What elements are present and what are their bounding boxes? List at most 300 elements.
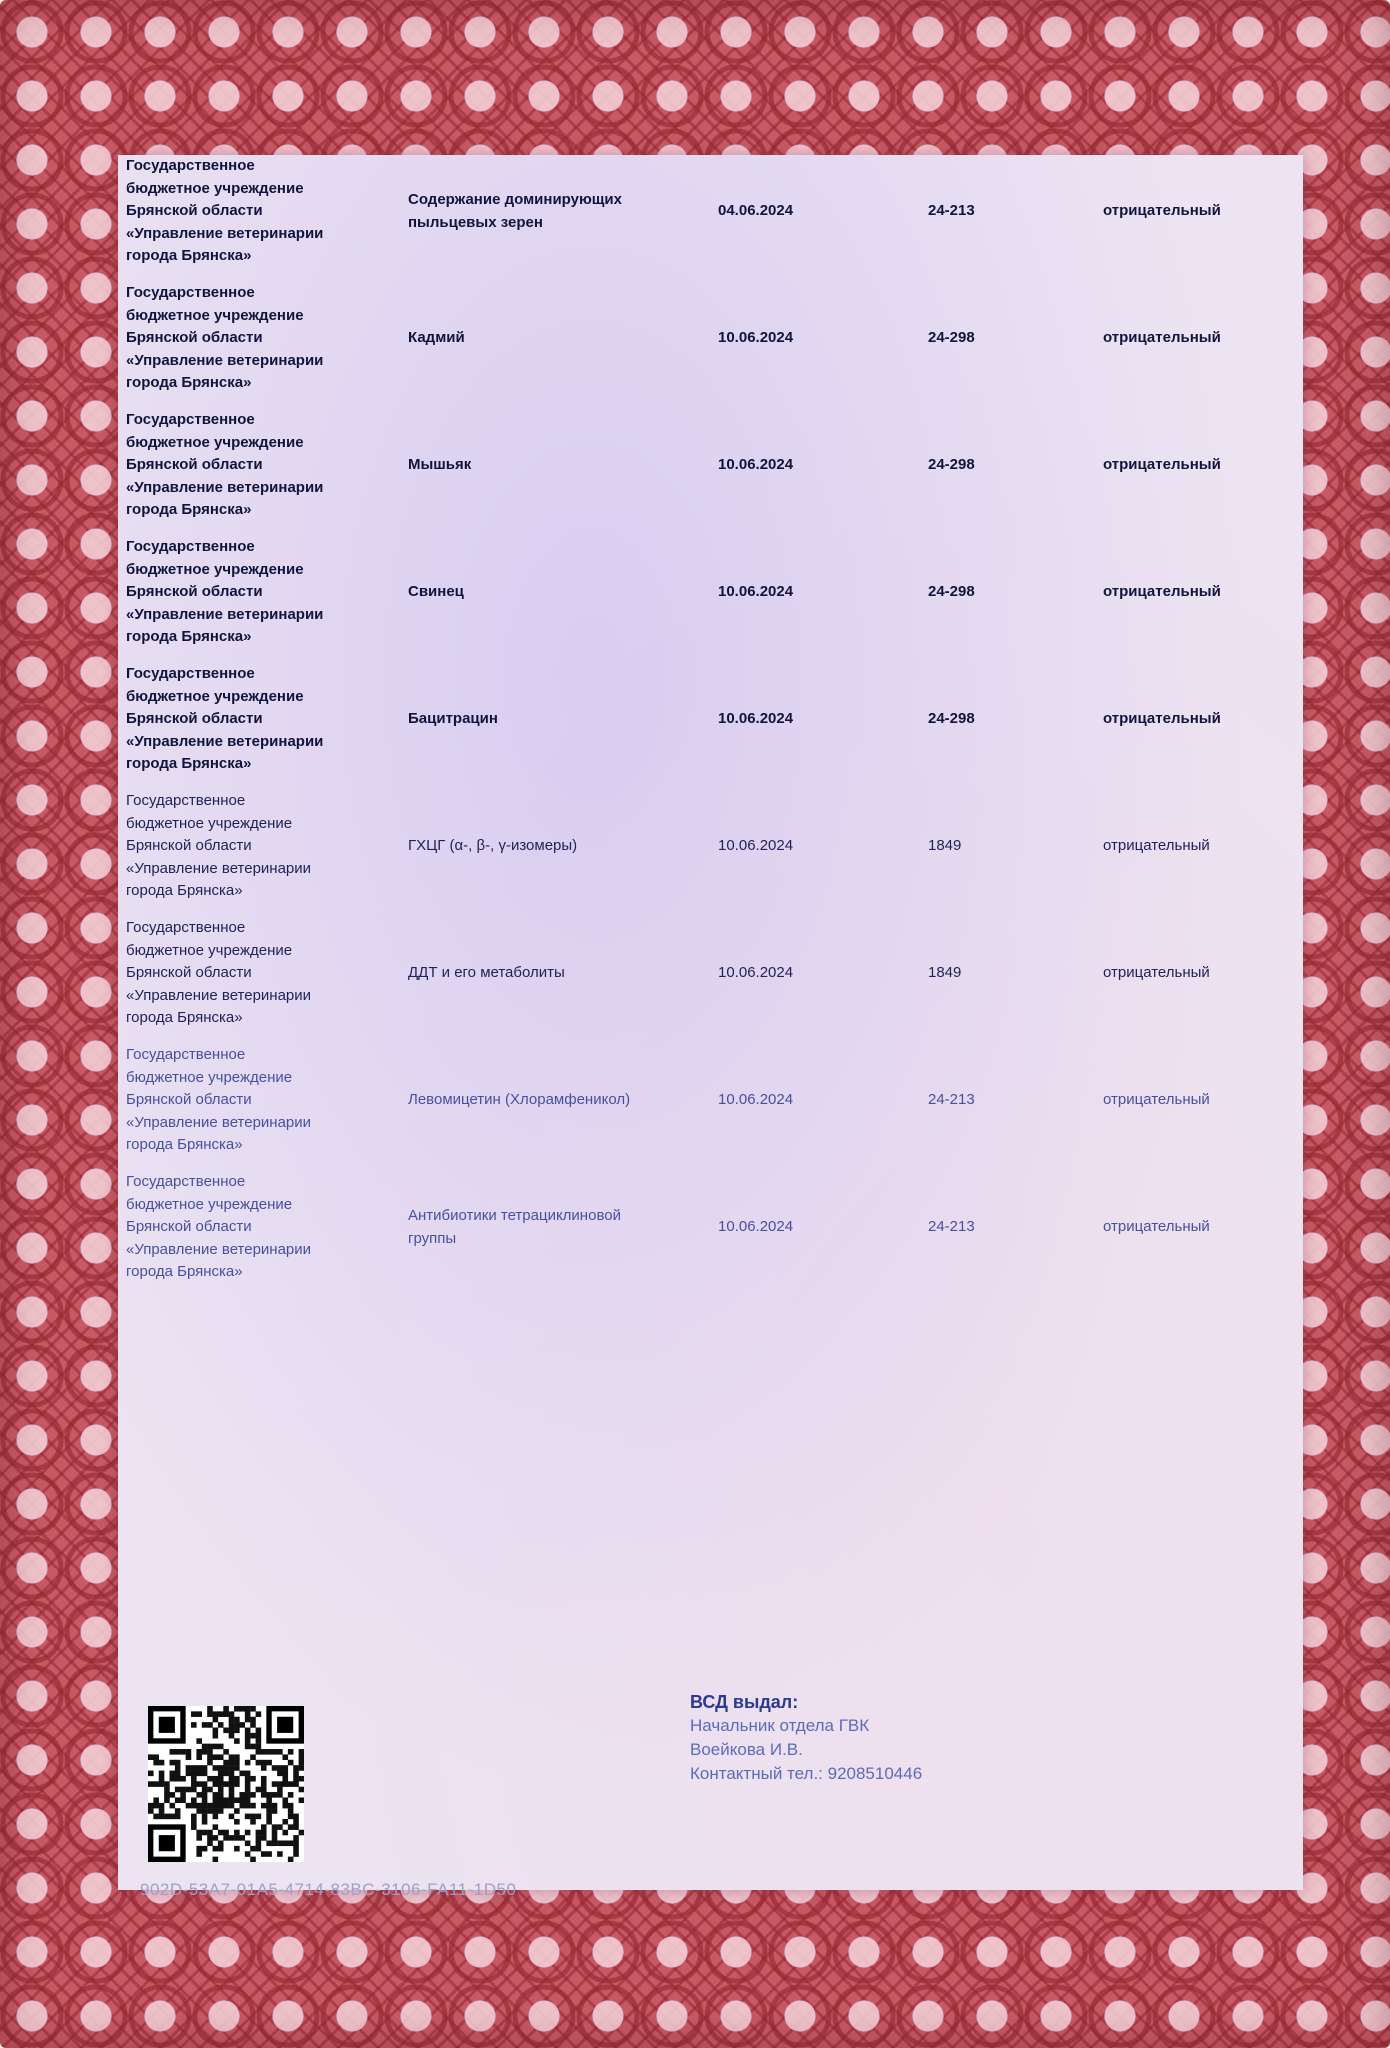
qr-module bbox=[170, 1814, 176, 1820]
qr-module bbox=[223, 1781, 229, 1787]
table-row bbox=[118, 155, 1303, 282]
qr-module bbox=[175, 1797, 181, 1803]
test-name-line: Левомицетин (Хлорамфеникол) bbox=[408, 1091, 631, 1108]
qr-module bbox=[282, 1819, 288, 1825]
qr-code bbox=[148, 1706, 304, 1862]
organization-line: Государственное bbox=[126, 1173, 246, 1190]
qr-module bbox=[202, 1819, 208, 1825]
qr-module bbox=[234, 1830, 240, 1836]
qr-module bbox=[256, 1744, 262, 1750]
method-number-cell: 1849 bbox=[928, 964, 962, 981]
qr-module bbox=[153, 1797, 159, 1803]
qr-module bbox=[175, 1814, 181, 1820]
qr-module bbox=[229, 1722, 235, 1728]
qr-module bbox=[256, 1835, 262, 1841]
organization-line: Брянской области bbox=[126, 202, 263, 219]
qr-module bbox=[261, 1760, 267, 1766]
qr-module bbox=[245, 1717, 251, 1723]
table-row bbox=[118, 663, 1303, 790]
organization-cell bbox=[126, 155, 386, 268]
result-cell: отрицательный bbox=[1103, 583, 1221, 600]
organization-line: Брянской области bbox=[126, 964, 252, 981]
organization-line: Брянской области bbox=[126, 710, 263, 727]
organization-line: города Брянска» bbox=[126, 755, 252, 772]
qr-module bbox=[213, 1857, 219, 1862]
qr-module bbox=[272, 1781, 278, 1787]
qr-module bbox=[261, 1830, 267, 1836]
qr-module bbox=[213, 1803, 219, 1809]
qr-module bbox=[202, 1830, 208, 1836]
qr-module bbox=[170, 1760, 176, 1766]
result-cell: отрицательный bbox=[1103, 202, 1221, 219]
qr-module bbox=[282, 1776, 288, 1782]
qr-module bbox=[191, 1824, 197, 1830]
qr-module bbox=[229, 1787, 235, 1793]
organization-line: Государственное bbox=[126, 284, 255, 301]
organization-line: Брянской области bbox=[126, 456, 263, 473]
qr-module bbox=[207, 1760, 213, 1766]
qr-module bbox=[196, 1749, 202, 1755]
qr-module bbox=[229, 1717, 235, 1723]
qr-module bbox=[293, 1851, 299, 1857]
qr-module bbox=[272, 1803, 278, 1809]
qr-module bbox=[164, 1814, 170, 1820]
test-name-cell bbox=[408, 1089, 703, 1112]
qr-module bbox=[245, 1776, 251, 1782]
qr-module bbox=[261, 1851, 267, 1857]
qr-module bbox=[202, 1846, 208, 1852]
table-row bbox=[118, 917, 1303, 1044]
qr-module bbox=[245, 1851, 251, 1857]
qr-module bbox=[218, 1771, 224, 1777]
qr-module bbox=[234, 1846, 240, 1852]
qr-module bbox=[229, 1771, 235, 1777]
qr-module bbox=[196, 1835, 202, 1841]
qr-module bbox=[213, 1733, 219, 1739]
qr-module bbox=[196, 1851, 202, 1857]
qr-module bbox=[277, 1781, 283, 1787]
qr-module bbox=[282, 1781, 288, 1787]
organization-line: «Управление ветеринарии bbox=[126, 1240, 312, 1258]
organization-cell bbox=[126, 917, 386, 1030]
organization-line: города Брянска» bbox=[126, 1009, 243, 1026]
qr-module bbox=[282, 1803, 288, 1809]
qr-module bbox=[245, 1814, 251, 1820]
qr-module bbox=[175, 1787, 181, 1793]
date-cell: 10.06.2024 bbox=[718, 456, 794, 473]
qr-module bbox=[218, 1776, 224, 1782]
qr-module bbox=[245, 1830, 251, 1836]
qr-module bbox=[293, 1840, 299, 1846]
qr-module bbox=[191, 1781, 197, 1787]
qr-module bbox=[175, 1808, 181, 1814]
qr-module bbox=[207, 1830, 213, 1836]
qr-module bbox=[196, 1754, 202, 1760]
qr-module bbox=[288, 1808, 294, 1814]
qr-module bbox=[170, 1749, 176, 1755]
qr-module bbox=[153, 1803, 159, 1809]
qr-module bbox=[293, 1776, 299, 1782]
qr-module bbox=[213, 1744, 219, 1750]
organization-cell bbox=[126, 1171, 386, 1284]
qr-module bbox=[234, 1781, 240, 1787]
qr-module bbox=[261, 1824, 267, 1830]
qr-module bbox=[218, 1803, 224, 1809]
qr-module bbox=[239, 1771, 245, 1777]
qr-module bbox=[202, 1797, 208, 1803]
qr-module bbox=[245, 1771, 251, 1777]
organization-line: «Управление ветеринарии bbox=[126, 1113, 312, 1131]
qr-module bbox=[196, 1781, 202, 1787]
qr-module bbox=[175, 1771, 181, 1777]
qr-module bbox=[261, 1781, 267, 1787]
result-cell: отрицательный bbox=[1103, 329, 1221, 346]
qr-module bbox=[223, 1706, 229, 1712]
qr-module bbox=[191, 1765, 197, 1771]
qr-module bbox=[213, 1728, 219, 1734]
qr-module bbox=[191, 1722, 197, 1728]
qr-module bbox=[175, 1765, 181, 1771]
qr-module bbox=[261, 1803, 267, 1809]
qr-module bbox=[229, 1792, 235, 1798]
qr-module bbox=[261, 1792, 267, 1798]
qr-module bbox=[293, 1819, 299, 1825]
qr-module bbox=[277, 1765, 283, 1771]
organization-line: Государственное bbox=[126, 665, 255, 682]
organization-line: города Брянска» bbox=[126, 374, 252, 391]
table-row bbox=[118, 282, 1303, 409]
qr-code-graphic bbox=[148, 1706, 304, 1862]
qr-module bbox=[207, 1706, 213, 1712]
qr-module bbox=[266, 1760, 272, 1766]
result-cell: отрицательный bbox=[1103, 1091, 1210, 1108]
qr-module bbox=[229, 1814, 235, 1820]
qr-module bbox=[299, 1760, 304, 1766]
qr-module bbox=[159, 1781, 165, 1787]
qr-module bbox=[180, 1787, 186, 1793]
date-cell: 10.06.2024 bbox=[718, 1218, 794, 1235]
organization-line: Брянской области bbox=[126, 837, 252, 854]
qr-module bbox=[218, 1722, 224, 1728]
qr-module bbox=[153, 1760, 159, 1766]
qr-module bbox=[207, 1835, 213, 1841]
qr-module bbox=[272, 1840, 278, 1846]
qr-module bbox=[229, 1760, 235, 1766]
test-name-line: Бацитрацин bbox=[408, 710, 498, 727]
qr-module bbox=[250, 1803, 256, 1809]
qr-module bbox=[299, 1765, 304, 1771]
qr-module bbox=[218, 1830, 224, 1836]
organization-cell bbox=[126, 282, 386, 395]
qr-module bbox=[148, 1781, 154, 1787]
qr-module bbox=[186, 1754, 192, 1760]
organization-line: города Брянска» bbox=[126, 1136, 243, 1153]
qr-module bbox=[277, 1840, 283, 1846]
qr-module bbox=[245, 1787, 251, 1793]
qr-module bbox=[180, 1792, 186, 1798]
qr-module bbox=[234, 1797, 240, 1803]
qr-module bbox=[223, 1760, 229, 1766]
result-cell: отрицательный bbox=[1103, 710, 1221, 727]
method-number-cell: 24-213 bbox=[928, 1091, 975, 1108]
organization-line: бюджетное учреждение bbox=[126, 560, 304, 578]
date-cell: 10.06.2024 bbox=[718, 1091, 794, 1108]
organization-line: Государственное bbox=[126, 411, 255, 428]
qr-module bbox=[186, 1803, 192, 1809]
qr-module bbox=[239, 1803, 245, 1809]
qr-module bbox=[299, 1787, 304, 1793]
qr-module bbox=[288, 1749, 294, 1755]
qr-module bbox=[266, 1819, 272, 1825]
organization-line: города Брянска» bbox=[126, 1263, 243, 1280]
qr-module bbox=[250, 1754, 256, 1760]
qr-module bbox=[213, 1711, 219, 1717]
date-cell: 04.06.2024 bbox=[718, 202, 794, 219]
date-cell: 10.06.2024 bbox=[718, 583, 794, 600]
qr-module bbox=[207, 1776, 213, 1782]
qr-module bbox=[186, 1749, 192, 1755]
organization-cell bbox=[126, 663, 386, 776]
qr-module bbox=[299, 1797, 304, 1803]
qr-module bbox=[299, 1776, 304, 1782]
qr-module bbox=[272, 1765, 278, 1771]
organization-line: бюджетное учреждение bbox=[126, 941, 293, 959]
qr-module bbox=[245, 1711, 251, 1717]
qr-module bbox=[261, 1787, 267, 1793]
qr-module bbox=[272, 1792, 278, 1798]
organization-line: «Управление ветеринарии bbox=[126, 732, 324, 750]
test-name-cell bbox=[408, 708, 703, 731]
qr-module bbox=[170, 1803, 176, 1809]
organization-line: «Управление ветеринарии bbox=[126, 605, 324, 623]
qr-module bbox=[218, 1781, 224, 1787]
qr-module bbox=[180, 1749, 186, 1755]
qr-module bbox=[245, 1733, 251, 1739]
organization-line: Брянской области bbox=[126, 1218, 252, 1235]
qr-module bbox=[186, 1787, 192, 1793]
qr-module bbox=[277, 1824, 283, 1830]
qr-module bbox=[223, 1771, 229, 1777]
organization-line: бюджетное учреждение bbox=[126, 433, 304, 451]
qr-module bbox=[191, 1776, 197, 1782]
method-number-cell: 24-298 bbox=[928, 710, 975, 727]
qr-module bbox=[218, 1754, 224, 1760]
qr-module bbox=[207, 1840, 213, 1846]
qr-module bbox=[191, 1711, 197, 1717]
qr-module bbox=[256, 1830, 262, 1836]
organization-cell bbox=[126, 1044, 386, 1157]
method-number-cell: 1849 bbox=[928, 837, 962, 854]
qr-module bbox=[229, 1733, 235, 1739]
method-number-cell: 24-298 bbox=[928, 456, 975, 473]
qr-finder-pattern bbox=[159, 1835, 175, 1851]
qr-module bbox=[218, 1711, 224, 1717]
qr-module bbox=[202, 1787, 208, 1793]
qr-module bbox=[207, 1808, 213, 1814]
qr-module bbox=[282, 1754, 288, 1760]
qr-module bbox=[148, 1803, 154, 1809]
qr-module bbox=[266, 1797, 272, 1803]
qr-module bbox=[191, 1771, 197, 1777]
qr-module bbox=[277, 1787, 283, 1793]
qr-module bbox=[202, 1749, 208, 1755]
organization-line: Государственное bbox=[126, 919, 246, 936]
test-name-line: ГХЦГ (α-, β-, γ-изомеры) bbox=[408, 837, 578, 854]
organization-line: бюджетное учреждение bbox=[126, 1068, 293, 1086]
qr-module bbox=[153, 1754, 159, 1760]
organization-line: бюджетное учреждение bbox=[126, 814, 293, 832]
test-name-line: Кадмий bbox=[408, 329, 465, 346]
qr-module bbox=[207, 1711, 213, 1717]
qr-module bbox=[175, 1760, 181, 1766]
qr-module bbox=[213, 1814, 219, 1820]
qr-module bbox=[196, 1738, 202, 1744]
qr-module bbox=[256, 1749, 262, 1755]
organization-cell bbox=[126, 536, 386, 649]
qr-module bbox=[223, 1803, 229, 1809]
test-name-cell bbox=[408, 835, 703, 858]
qr-module bbox=[191, 1787, 197, 1793]
qr-module bbox=[196, 1808, 202, 1814]
qr-module bbox=[191, 1819, 197, 1825]
issuer-name: Воейкова И.В. bbox=[690, 1740, 803, 1759]
qr-module bbox=[148, 1808, 154, 1814]
qr-module bbox=[223, 1835, 229, 1841]
qr-module bbox=[282, 1797, 288, 1803]
qr-module bbox=[293, 1771, 299, 1777]
qr-module bbox=[170, 1792, 176, 1798]
qr-module bbox=[229, 1781, 235, 1787]
qr-module bbox=[229, 1765, 235, 1771]
organization-line: «Управление ветеринарии bbox=[126, 478, 324, 496]
qr-module bbox=[164, 1792, 170, 1798]
qr-module bbox=[196, 1711, 202, 1717]
qr-module bbox=[153, 1781, 159, 1787]
qr-module bbox=[272, 1824, 278, 1830]
qr-module bbox=[213, 1765, 219, 1771]
qr-module bbox=[245, 1744, 251, 1750]
organization-line: бюджетное учреждение bbox=[126, 179, 304, 197]
qr-module bbox=[256, 1711, 262, 1717]
qr-module bbox=[245, 1760, 251, 1766]
organization-line: «Управление ветеринарии bbox=[126, 351, 324, 369]
qr-module bbox=[234, 1738, 240, 1744]
qr-module bbox=[213, 1754, 219, 1760]
qr-module bbox=[245, 1803, 251, 1809]
qr-module bbox=[223, 1765, 229, 1771]
issued-by-heading: ВСД выдал: bbox=[690, 1692, 799, 1712]
qr-module bbox=[164, 1797, 170, 1803]
qr-module bbox=[223, 1830, 229, 1836]
organization-cell bbox=[126, 409, 386, 522]
qr-module bbox=[250, 1733, 256, 1739]
qr-module bbox=[250, 1846, 256, 1852]
table-row bbox=[118, 1171, 1303, 1298]
qr-module bbox=[202, 1744, 208, 1750]
qr-module bbox=[213, 1835, 219, 1841]
qr-module bbox=[293, 1781, 299, 1787]
qr-module bbox=[234, 1722, 240, 1728]
qr-module bbox=[180, 1797, 186, 1803]
qr-module bbox=[256, 1733, 262, 1739]
qr-module bbox=[148, 1771, 154, 1777]
qr-module bbox=[250, 1706, 256, 1712]
qr-module bbox=[293, 1814, 299, 1820]
qr-module bbox=[299, 1749, 304, 1755]
organization-cell bbox=[126, 790, 386, 903]
qr-module bbox=[277, 1749, 283, 1755]
qr-module bbox=[256, 1787, 262, 1793]
organization-line: Брянской области bbox=[126, 329, 263, 346]
qr-module bbox=[293, 1846, 299, 1852]
qr-module bbox=[239, 1835, 245, 1841]
qr-module bbox=[256, 1814, 262, 1820]
qr-module bbox=[218, 1787, 224, 1793]
qr-module bbox=[213, 1717, 219, 1723]
qr-module bbox=[218, 1808, 224, 1814]
qr-module bbox=[272, 1749, 278, 1755]
qr-module bbox=[293, 1824, 299, 1830]
qr-module bbox=[293, 1765, 299, 1771]
qr-module bbox=[229, 1797, 235, 1803]
qr-module bbox=[266, 1814, 272, 1820]
organization-line: города Брянска» bbox=[126, 501, 252, 518]
qr-finder-pattern bbox=[277, 1717, 293, 1733]
qr-module bbox=[164, 1781, 170, 1787]
qr-module bbox=[159, 1771, 165, 1777]
qr-module bbox=[261, 1776, 267, 1782]
test-name-cell bbox=[408, 581, 703, 604]
qr-module bbox=[223, 1749, 229, 1755]
qr-module bbox=[250, 1819, 256, 1825]
qr-finder-pattern bbox=[159, 1717, 175, 1733]
qr-module bbox=[191, 1803, 197, 1809]
qr-module bbox=[218, 1797, 224, 1803]
qr-module bbox=[229, 1754, 235, 1760]
qr-module bbox=[213, 1797, 219, 1803]
qr-module bbox=[256, 1738, 262, 1744]
qr-module bbox=[180, 1776, 186, 1782]
test-name-line: Мышьяк bbox=[408, 456, 472, 473]
organization-line: города Брянска» bbox=[126, 247, 252, 264]
organization-line: Государственное bbox=[126, 1046, 246, 1063]
qr-module bbox=[229, 1776, 235, 1782]
qr-module bbox=[245, 1797, 251, 1803]
qr-module bbox=[234, 1835, 240, 1841]
issuer-position: Начальник отдела ГВК bbox=[690, 1716, 870, 1735]
qr-module bbox=[282, 1840, 288, 1846]
qr-module bbox=[223, 1728, 229, 1734]
qr-module bbox=[266, 1803, 272, 1809]
test-name-line: Содержание доминирующих bbox=[408, 191, 622, 208]
qr-module bbox=[256, 1846, 262, 1852]
test-name-line: Свинец bbox=[408, 583, 464, 600]
qr-module bbox=[196, 1792, 202, 1798]
qr-module bbox=[256, 1840, 262, 1846]
organization-line: города Брянска» bbox=[126, 628, 252, 645]
qr-module bbox=[223, 1711, 229, 1717]
organization-line: «Управление ветеринарии bbox=[126, 859, 312, 877]
qr-module bbox=[229, 1711, 235, 1717]
qr-module bbox=[223, 1797, 229, 1803]
certificate-sheet bbox=[118, 155, 1303, 1890]
method-number-cell: 24-298 bbox=[928, 583, 975, 600]
test-name-line: ДДТ и его метаболиты bbox=[408, 964, 565, 981]
organization-line: города Брянска» bbox=[126, 882, 243, 899]
qr-module bbox=[288, 1803, 294, 1809]
qr-module bbox=[261, 1749, 267, 1755]
qr-module bbox=[272, 1830, 278, 1836]
